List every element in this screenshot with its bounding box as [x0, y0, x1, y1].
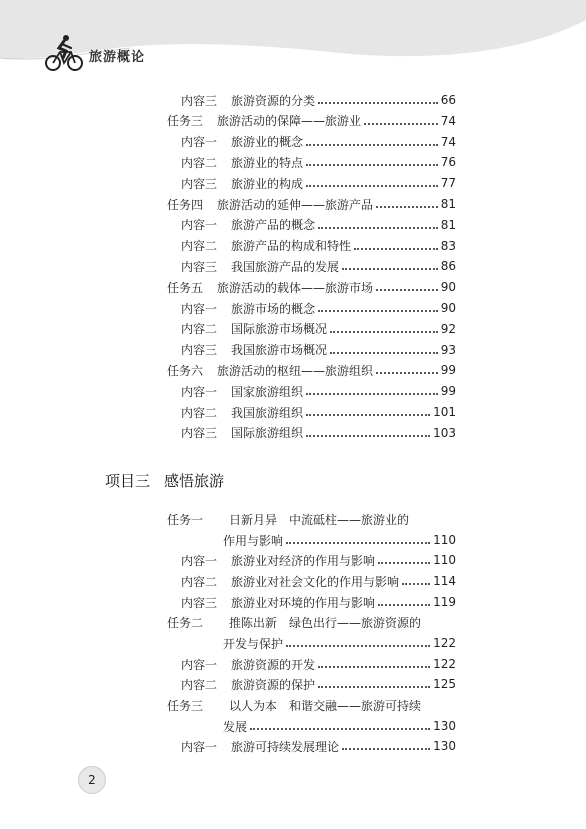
toc-entry-title: 旅游产品的概念	[231, 218, 316, 233]
cyclist-icon	[44, 34, 84, 72]
toc-entry-number: 任务五	[167, 280, 204, 295]
toc-entry-title: 旅游业对环境的作用与影响	[231, 595, 376, 610]
toc-entry-title: 旅游市场的概念	[231, 301, 316, 316]
toc-entry-title: 我国旅游组织	[231, 405, 304, 420]
toc-entry-page: 81	[440, 217, 456, 232]
toc-entry-number: 内容二	[181, 155, 218, 170]
toc-entry[interactable]	[181, 132, 456, 152]
toc-entry-page: 93	[440, 342, 456, 357]
toc-entry[interactable]	[181, 90, 456, 110]
book-title: 旅游概论	[89, 50, 146, 65]
toc-entry-page: 130	[433, 739, 456, 753]
toc-entry-page: 90	[440, 301, 456, 315]
toc-entry-page: 103	[433, 425, 456, 440]
dot-leader	[376, 289, 438, 291]
dot-leader	[376, 372, 438, 374]
dot-leader	[330, 352, 438, 354]
toc-entry[interactable]	[181, 674, 456, 694]
toc-entry-page: 77	[440, 176, 456, 191]
toc-entry[interactable]	[181, 236, 456, 256]
toc-entry-title: 旅游活动的枢纽——旅游组织	[217, 363, 374, 378]
toc-entry-title: 作用与影响	[223, 533, 284, 548]
toc-entry-page: 99	[440, 384, 456, 399]
toc-entry-page: 74	[440, 113, 456, 128]
dot-leader	[376, 206, 438, 208]
toc-entry-number: 内容二	[181, 239, 218, 254]
toc-entry-page: 92	[440, 321, 456, 336]
dot-leader	[306, 393, 438, 395]
dot-leader	[318, 227, 438, 229]
dot-leader	[286, 542, 430, 544]
toc-entry[interactable]	[223, 530, 456, 550]
toc-entry-number: 内容三	[181, 426, 218, 441]
toc-entry-number: 内容三	[181, 93, 218, 108]
toc-entry-page: 122	[433, 657, 456, 671]
toc-entry-page: 125	[433, 677, 456, 691]
toc-entry-number: 任务四	[167, 197, 204, 212]
toc-entry-title: 旅游资源的开发	[231, 657, 316, 672]
toc-entry[interactable]	[167, 111, 456, 131]
toc-entry-page: 76	[440, 155, 456, 170]
toc-entry-title: 国家旅游组织	[231, 384, 304, 399]
toc-entry-page: 119	[433, 595, 456, 609]
toc-entry-page: 83	[440, 238, 456, 253]
dot-leader	[318, 102, 438, 104]
dot-leader	[286, 645, 430, 647]
toc-entry[interactable]	[167, 194, 456, 214]
toc-entry-number: 内容一	[181, 384, 218, 399]
toc-entry[interactable]	[181, 381, 456, 401]
toc-entry-number: 内容一	[181, 553, 218, 568]
toc-entry-number: 内容一	[181, 657, 218, 672]
dot-leader	[318, 666, 430, 668]
toc-entry-page: 130	[433, 719, 456, 733]
toc-entry[interactable]	[181, 298, 456, 318]
dot-leader	[306, 435, 430, 437]
dot-leader	[306, 185, 438, 187]
toc-entry-title: 旅游活动的保障——旅游业	[217, 114, 362, 129]
toc-entry[interactable]	[181, 736, 456, 756]
toc-entry-page: 110	[433, 553, 456, 567]
toc-entry-page: 114	[433, 574, 456, 588]
toc-entry-number: 内容二	[181, 677, 218, 692]
header-banner	[0, 0, 586, 80]
toc-entry-title: 我国旅游产品的发展	[231, 259, 340, 274]
toc-entry-number: 任务三	[167, 114, 204, 129]
dot-leader	[378, 604, 430, 606]
toc-entry-title: 旅游可持续发展理论	[231, 739, 340, 754]
project-number: 项目三	[105, 472, 151, 490]
toc-entry-number: 任务六	[167, 363, 204, 378]
toc-entry-title: 开发与保护	[223, 636, 284, 651]
toc-entry-title: 我国旅游市场概况	[231, 343, 328, 358]
toc-entry-number: 内容一	[181, 135, 218, 150]
toc-entry-title: 旅游业对社会文化的作用与影响	[231, 574, 400, 589]
toc-entry[interactable]	[181, 340, 456, 360]
toc-entry-page: 122	[433, 636, 456, 650]
toc-entry-title: 旅游活动的载体——旅游市场	[217, 280, 374, 295]
toc-entry-number: 任务二	[167, 615, 204, 630]
toc-entry-title: 国际旅游组织	[231, 426, 304, 441]
toc-entry-page: 74	[440, 134, 456, 149]
toc-entry-title: 旅游业对经济的作用与影响	[231, 553, 376, 568]
toc-entry[interactable]	[223, 633, 456, 653]
toc-entry-number: 内容二	[181, 574, 218, 589]
dot-leader	[250, 728, 430, 730]
toc-entry[interactable]	[167, 612, 456, 632]
toc-entry[interactable]	[167, 509, 456, 529]
toc-entry-number: 内容一	[181, 739, 218, 754]
toc-entry-title: 推陈出新 绿色出行——旅游资源的	[229, 615, 422, 630]
toc-entry[interactable]	[181, 215, 456, 235]
toc-entry-title: 旅游业的概念	[231, 135, 304, 150]
toc-entry-title: 发展	[223, 719, 248, 734]
toc-entry-page: 66	[440, 93, 456, 107]
dot-leader	[354, 248, 438, 250]
toc-entry-page: 81	[440, 197, 456, 211]
toc-entry-title: 以人为本 和谐交融——旅游可持续	[229, 698, 422, 713]
toc-entry-number: 内容二	[181, 405, 218, 420]
toc-entry[interactable]	[181, 319, 456, 339]
toc-entry-number: 内容三	[181, 176, 218, 191]
page-number: 2	[78, 766, 106, 794]
toc-entry[interactable]	[181, 152, 456, 172]
toc-entry[interactable]	[181, 256, 456, 276]
toc-entry-number: 任务一	[167, 512, 204, 527]
toc-entry[interactable]	[181, 571, 456, 591]
project-title: 感悟旅游	[164, 472, 225, 490]
toc-entry[interactable]	[181, 423, 456, 443]
toc-entry[interactable]	[167, 695, 456, 715]
toc-entry-number: 任务三	[167, 698, 204, 713]
toc-entry-number: 内容一	[181, 218, 218, 233]
dot-leader	[330, 331, 438, 333]
dot-leader	[318, 686, 430, 688]
dot-leader	[306, 414, 430, 416]
toc-entry-number: 内容二	[181, 322, 218, 337]
dot-leader	[364, 123, 438, 125]
toc-entry-page: 110	[433, 533, 456, 547]
toc-entry-number: 内容三	[181, 259, 218, 274]
toc-entry-title: 旅游产品的构成和特性	[231, 239, 352, 254]
toc-entry-title: 旅游资源的分类	[231, 93, 316, 108]
dot-leader	[402, 583, 430, 585]
toc-entry[interactable]	[181, 173, 456, 193]
toc-entry-title: 旅游业的构成	[231, 176, 304, 191]
toc-entry[interactable]	[167, 360, 456, 380]
toc-entry-page: 101	[433, 405, 456, 419]
toc-entry[interactable]	[181, 654, 456, 674]
toc-entry[interactable]	[167, 277, 456, 297]
toc-entry-title: 旅游资源的保护	[231, 677, 316, 692]
dot-leader	[318, 310, 438, 312]
dot-leader	[342, 748, 430, 750]
toc-entry-page: 86	[440, 259, 456, 274]
toc-entry-title: 日新月异 中流砥柱——旅游业的	[229, 512, 410, 527]
toc-entry-title: 国际旅游市场概况	[231, 322, 328, 337]
toc-entry[interactable]	[223, 716, 456, 736]
toc-entry[interactable]	[181, 402, 456, 422]
dot-leader	[306, 144, 438, 146]
toc-entry-page: 99	[440, 363, 456, 378]
toc-entry-title: 旅游业的特点	[231, 155, 304, 170]
toc-entry-number: 内容三	[181, 343, 218, 358]
dot-leader	[378, 562, 430, 564]
dot-leader	[306, 164, 438, 166]
toc-entry[interactable]	[181, 550, 456, 570]
project-heading	[105, 470, 224, 491]
toc-entry-page: 90	[440, 280, 456, 295]
dot-leader	[342, 268, 438, 270]
toc-entry[interactable]	[181, 592, 456, 612]
toc-entry-number: 内容一	[181, 301, 218, 316]
toc-entry-number: 内容三	[181, 595, 218, 610]
toc-entry-title: 旅游活动的延伸——旅游产品	[217, 197, 374, 212]
